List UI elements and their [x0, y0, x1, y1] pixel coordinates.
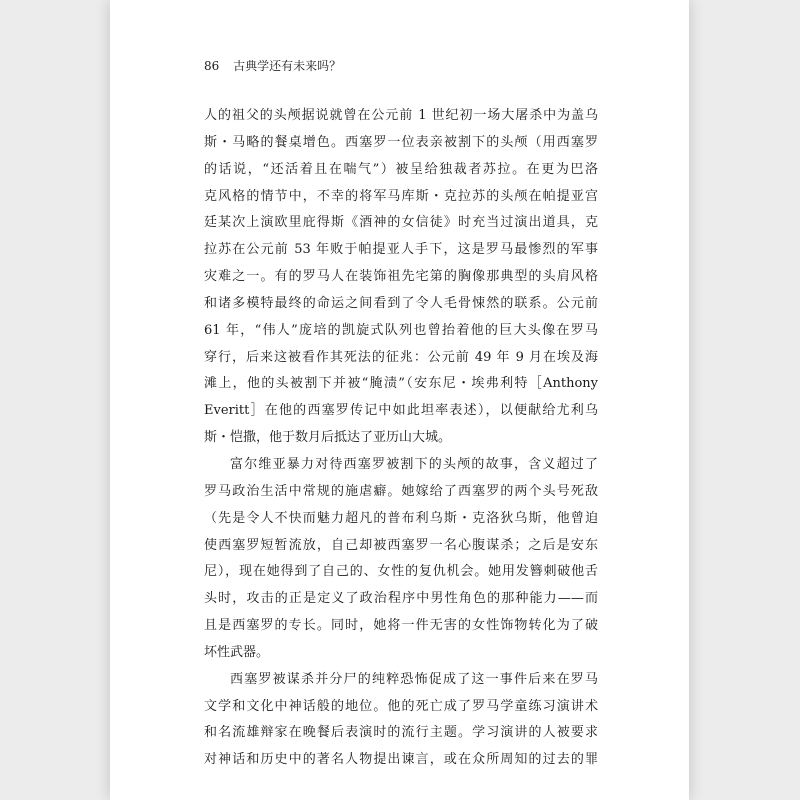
- running-head: [204, 57, 341, 74]
- text-line: 的话说，“还活着且在喘气”）被呈给独裁者苏拉。在更为巴洛: [204, 161, 598, 177]
- text-line: 克风格的情节中，不幸的将军马库斯・克拉苏的头颅在帕提亚宫: [204, 188, 598, 204]
- page-number: 86: [204, 59, 220, 73]
- text-line: 人的祖父的头颅据说就曾在公元前 1 世纪初一场大屠杀中为盖乌: [204, 108, 598, 123]
- text-line: 廷某次上演欧里庇得斯《酒神的女信徒》时充当过演出道具，克: [204, 215, 598, 231]
- text-line: 且是西塞罗的专长。同时，她将一件无害的女性饰物转化为了破: [204, 618, 598, 634]
- text-line: 穿行，后来这被看作其死法的征兆：公元前 49 年 9 月在埃及海: [204, 349, 598, 365]
- text-line: 使西塞罗短暂流放，自己却被西塞罗一名心腹谋杀；之后是安东: [204, 537, 598, 553]
- book-page: [110, 0, 689, 800]
- text-line: 和名流雄辩家在晚餐后表演时的流行主题。学习演讲的人被要求: [204, 725, 598, 741]
- text-line: 滩上，他的头被割下并被“腌渍”（安东尼・埃弗利特［Anthony: [204, 376, 598, 392]
- body-text: [204, 103, 598, 774]
- text-line: Everitt］在他的西塞罗传记中如此坦率表述），以便献给尤利乌: [204, 403, 598, 419]
- text-line: 对神话和历史中的著名人物提出谏言，或在众所周知的过去的罪: [204, 752, 598, 768]
- text-line: 尼），现在她得到了自己的、女性的复仇机会。她用发簪刺破他舌: [204, 564, 598, 580]
- text-line: 61 年，“伟人”庞培的凯旋式队列也曾抬着他的巨大头像在罗马: [204, 322, 598, 338]
- text-line: 西塞罗被谋杀并分尸的纯粹恐怖促成了这一事件后来在罗马: [230, 671, 598, 687]
- running-title: 古典学还有未来吗？: [233, 59, 342, 73]
- text-line: 灾难之一。有的罗马人在装饰祖先宅第的胸像那典型的头肩风格: [204, 269, 598, 285]
- text-line: （先是令人不快而魅力超凡的普布利乌斯・克洛狄乌斯，他曾迫: [204, 510, 598, 526]
- text-line: 斯・马略的餐桌增色。西塞罗一位表亲被割下的头颅（用西塞罗: [204, 134, 598, 150]
- text-line: 坏性武器。: [204, 644, 270, 660]
- text-line: 拉苏在公元前 53 年败于帕提亚人手下，这是罗马最惨烈的军事: [204, 242, 598, 258]
- text-line: 罗马政治生活中常规的施虐癖。她嫁给了西塞罗的两个头号死敌: [204, 483, 598, 499]
- text-line: 头时，攻击的正是定义了政治程序中男性角色的那种能力——而: [204, 591, 598, 607]
- text-line: 斯・恺撒，他于数月后抵达了亚历山大城。: [204, 430, 452, 446]
- text-line: 和诸多模特最终的命运之间看到了令人毛骨悚然的联系。公元前: [204, 295, 598, 311]
- text-line: 富尔维亚暴力对待西塞罗被割下的头颅的故事，含义超过了: [230, 456, 598, 472]
- text-line: 文学和文化中神话般的地位。他的死亡成了罗马学童练习演讲术: [204, 698, 598, 714]
